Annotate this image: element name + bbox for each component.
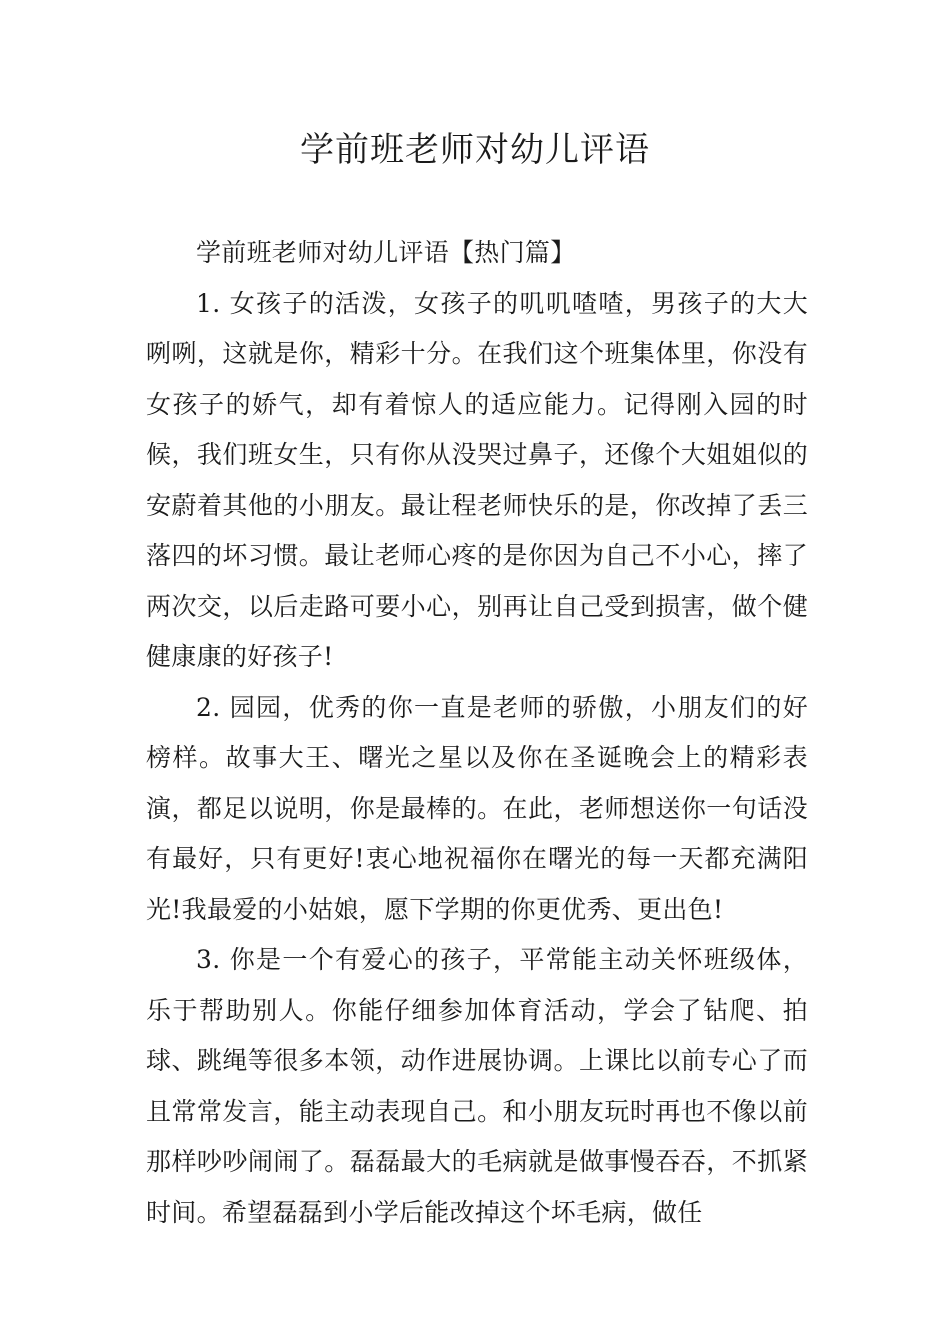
document-body xyxy=(146,228,808,1238)
paragraph-1: 1. 女孩子的活泼，女孩子的叽叽喳喳，男孩子的大大咧咧，这就是你，精彩十分。在我们这个班集体里，你没有女孩子的娇气，却有着惊人的适应能力。记得刚入园的时候，我们班女生，只有你从没哭过鼻子，还像个大姐姐似的安蔚着其他的小朋友。最让程老师快乐的是，你改掉了丢三落四的坏习惯。最让老师心疼的是你因为自己不小心，摔了两次交，以后走路可要小心，别再让自己受到损害，做个健健康康的好孩子! xyxy=(146,288,808,671)
paragraph-2: 2. 园园，优秀的你一直是老师的骄傲，小朋友们的好榜样。故事大王、曙光之星以及你在圣诞晚会上的精彩表演，都足以说明，你是最棒的。在此，老师想送你一句话没有最好，只有更好!衷心地祝福你在曙光的每一天都充满阳光!我最爱的小姑娘，愿下学期的你更优秀、更出色! xyxy=(146,692,808,924)
document-subtitle: 学前班老师对幼儿评语【热门篇】 xyxy=(196,238,576,267)
paragraph-3: 3. 你是一个有爱心的孩子，平常能主动关怀班级体，乐于帮助别人。你能仔细参加体育活动，学会了钻爬、拍球、跳绳等很多本领，动作进展协调。上课比以前专心了而且常常发言，能主动表现自己。和小朋友玩时再也不像以前那样吵吵闹闹了。磊磊最大的毛病就是做事慢吞吞，不抓紧时间。希望磊磊到小学后能改掉这个坏毛病，做任 xyxy=(146,945,808,1227)
document-title: 学前班老师对幼儿评语 xyxy=(300,130,650,170)
